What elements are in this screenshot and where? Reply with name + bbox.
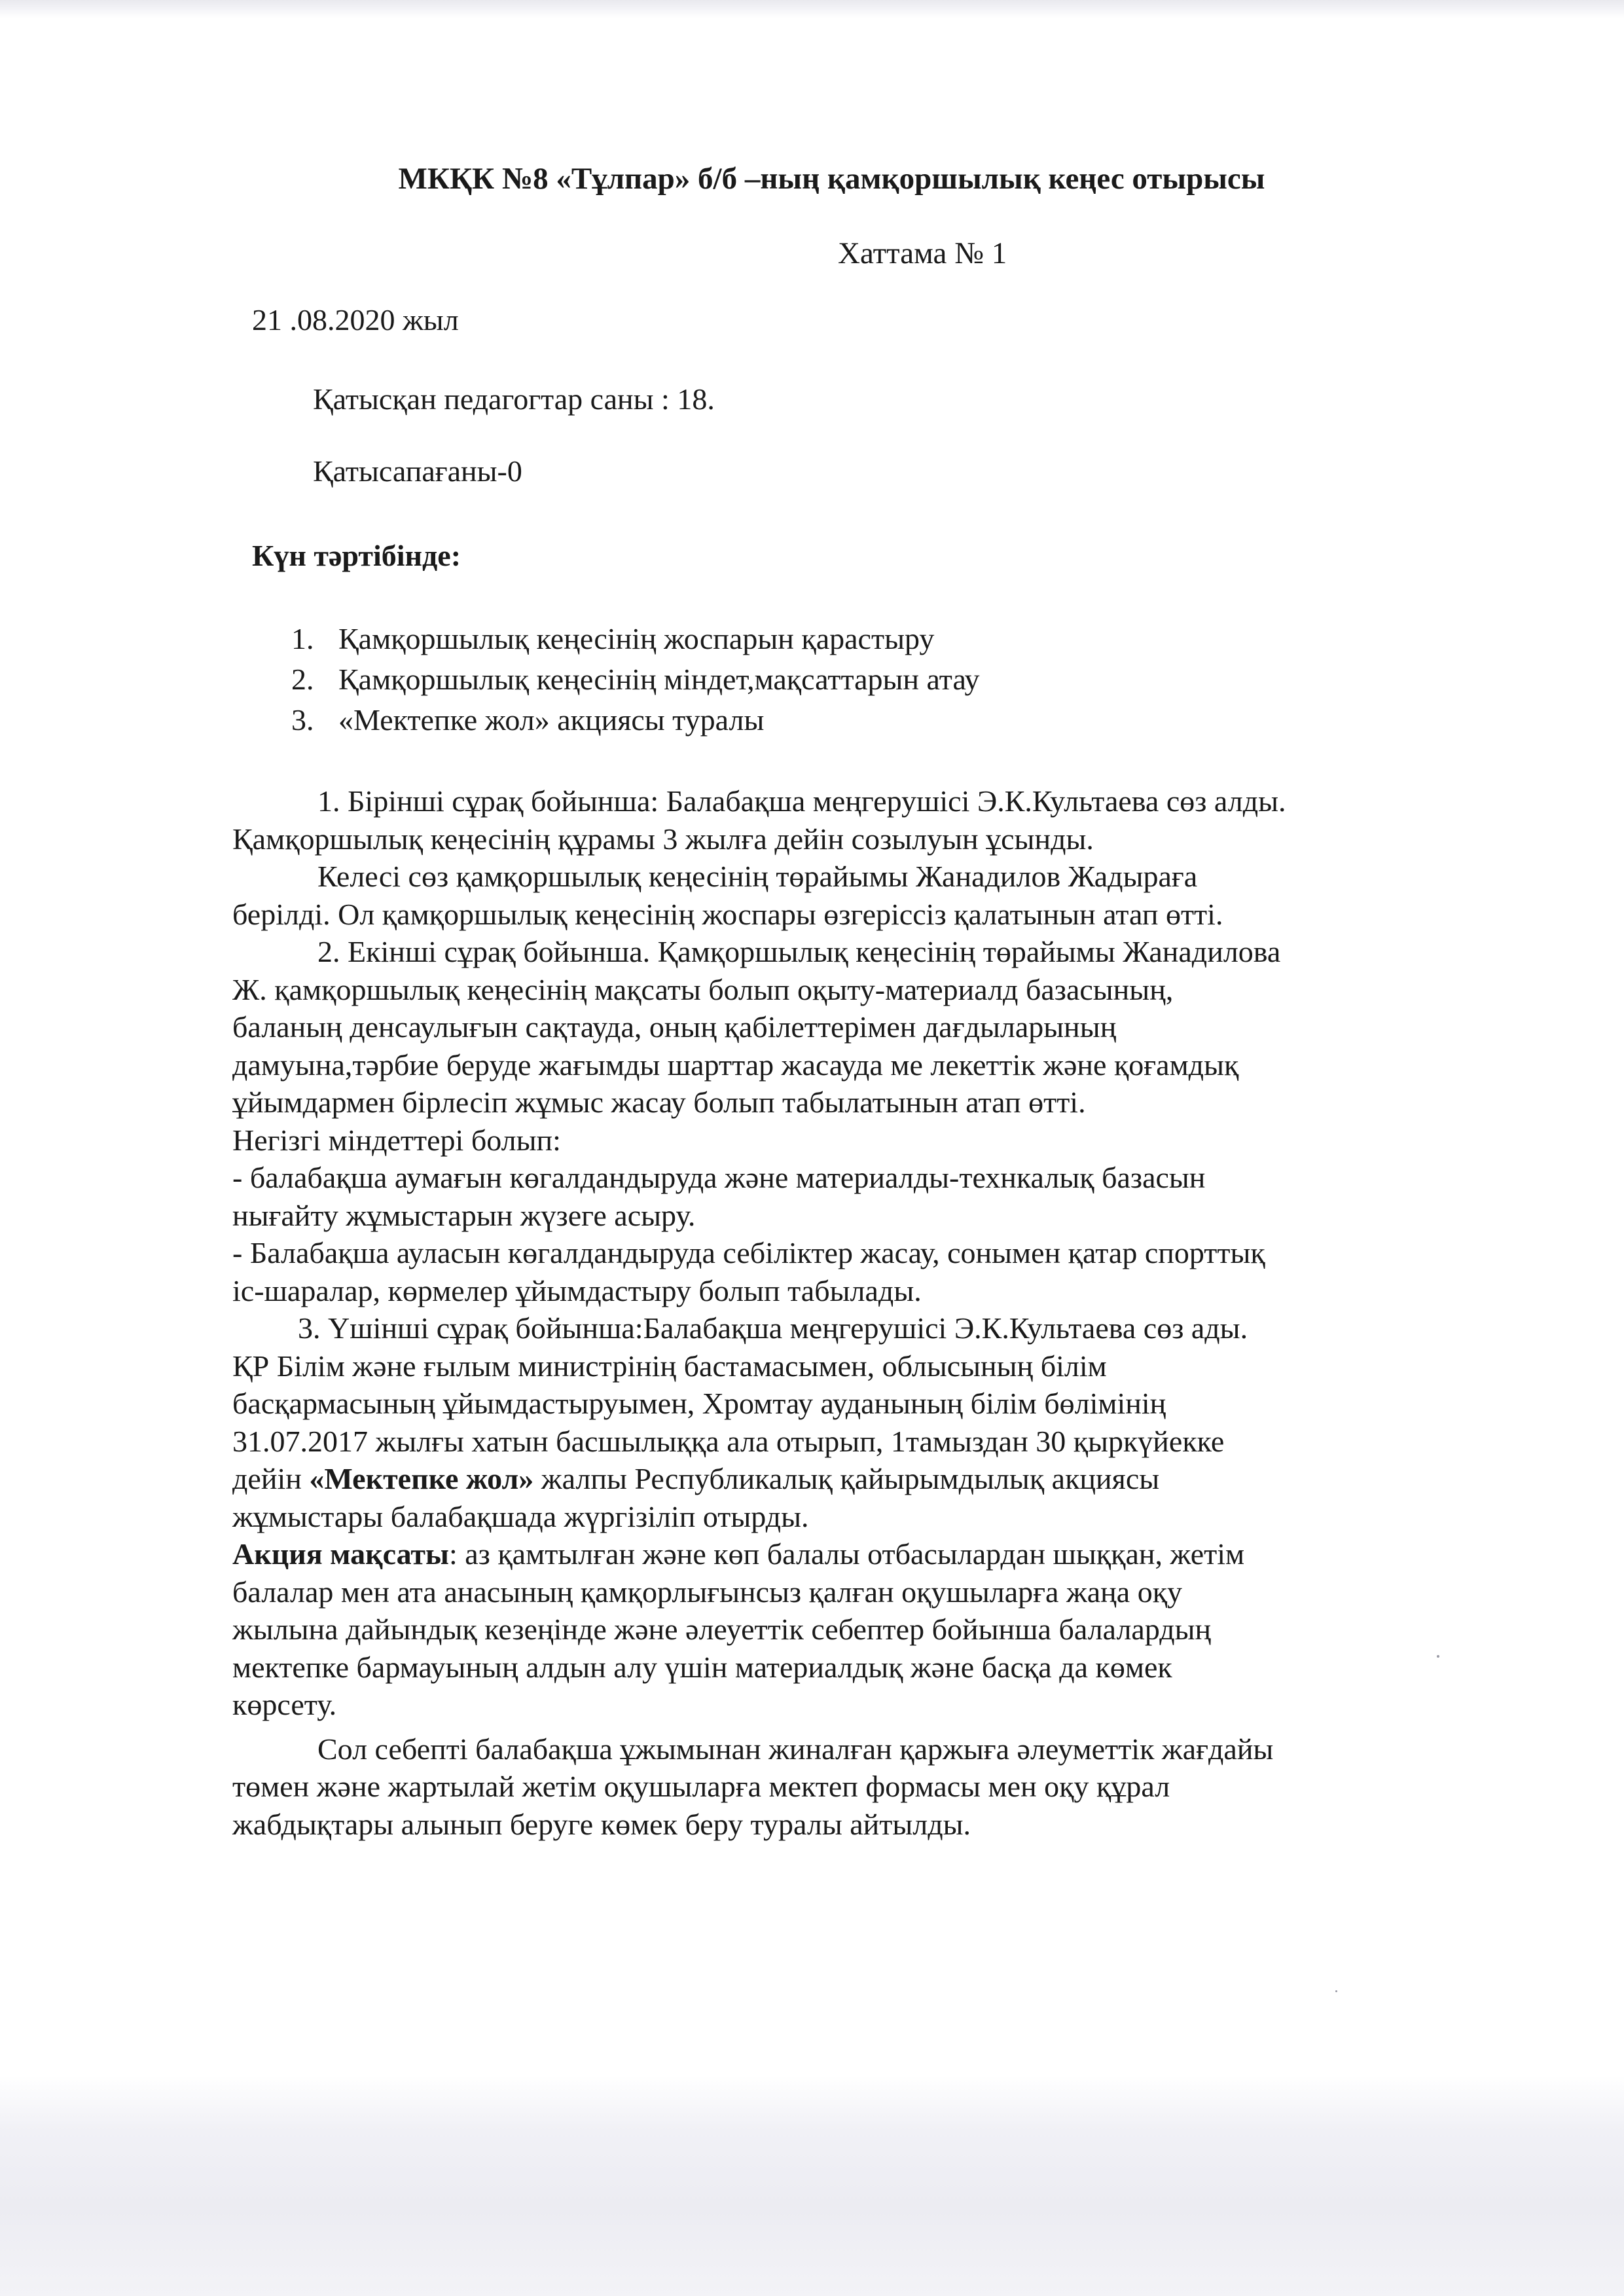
body-text: : аз қамтылған және көп балалы отбасылардан шыққан, жетім bbox=[448, 1537, 1245, 1571]
body-line: ұйымдармен бірлесіп жұмыс жасау болып табылатынын атап өтті. bbox=[232, 1085, 1086, 1119]
paragraph-gap bbox=[232, 1724, 1476, 1730]
scan-speck bbox=[1335, 1990, 1337, 1992]
body-line: - Балабақша ауласын көгалдандыруда себіліктер жасау, сонымен қатар спорттық bbox=[232, 1236, 1265, 1269]
body-line: - балабақша аумағын көгалдандыруда және материалды-технкалық базасын bbox=[232, 1161, 1206, 1194]
scan-edge-top bbox=[0, 0, 1624, 18]
body-line: Сол себепті балабақша ұжымынан жиналған қаржыға әлеуметтік жағдайы bbox=[317, 1732, 1274, 1766]
body-line: жабдықтары алынып беруге көмек беру туралы айтылды. bbox=[232, 1807, 971, 1841]
agenda-item bbox=[291, 700, 980, 740]
body-line: іс-шаралар, көрмелер ұйымдастыру болып табылады. bbox=[232, 1273, 922, 1307]
meeting-date: 21 .08.2020 жыл bbox=[252, 303, 459, 337]
body-line: 2. Екінші сұрақ бойынша. Қамқоршылық кеңесінің төрайымы Жанадилова bbox=[317, 935, 1281, 968]
body-line: төмен және жартылай жетім оқушыларға мектеп формасы мен оқу құрал bbox=[232, 1770, 1170, 1803]
body-line: баланың денсаулығын сақтауда, оның қабілеттерімен дағдыларының bbox=[232, 1010, 1117, 1044]
body-line: Келесі сөз қамқоршылық кеңесінің төрайымы Жанадилов Жадыраға bbox=[317, 860, 1198, 893]
body-line: Негізгі міндеттері болып: bbox=[232, 1123, 561, 1157]
body-line: көрсету. bbox=[232, 1688, 337, 1721]
agenda-list bbox=[291, 619, 980, 740]
body-line: 1. Бірінші сұрақ бойынша: Балабақша меңгерушісі Э.К.Культаева сөз алды. bbox=[317, 784, 1286, 818]
body-line: 3. Үшінші сұрақ бойынша:Балабақша меңгерушісі Э.К.Культаева сөз ады. bbox=[298, 1311, 1248, 1345]
agenda-item-number: 2. bbox=[291, 663, 314, 696]
body-line: Қамқоршылық кеңесінің құрамы 3 жылға дейін созылуын ұсынды. bbox=[232, 822, 1094, 856]
body-line: 31.07.2017 жылғы хатын басшылыққа ала отырып, 1тамыздан 30 қыркүйекке bbox=[232, 1424, 1225, 1458]
body-line bbox=[232, 1460, 1476, 1498]
body-line: балалар мен ата анасының қамқорлығынсыз қалған оқушыларға жаңа оқу bbox=[232, 1575, 1183, 1609]
agenda-item-text: Қамқоршылық кеңесінің жоспарын қарастыру bbox=[338, 622, 935, 655]
body-line bbox=[232, 1535, 1476, 1573]
body-line: ҚР Білім және ғылым министрінің бастамасымен, облысының білім bbox=[232, 1349, 1107, 1383]
campaign-goal-label: Акция мақсаты bbox=[232, 1537, 449, 1571]
agenda-item bbox=[291, 619, 980, 659]
campaign-name: «Мектепке жол» bbox=[309, 1462, 534, 1495]
agenda-item-number: 1. bbox=[291, 622, 314, 655]
agenda-item-text: «Мектепке жол» акциясы туралы bbox=[338, 703, 765, 737]
absent-count: Қатысапағаны-0 bbox=[313, 454, 522, 488]
body-line: басқармасының ұйымдастыруымен, Хромтау ауданының білім бөлімінің bbox=[232, 1387, 1166, 1420]
agenda-item bbox=[291, 659, 980, 700]
body-text: дейін bbox=[232, 1462, 310, 1495]
agenda-heading: Күн тәртібінде: bbox=[252, 539, 461, 572]
body-text: жалпы Республикалық қайырымдылық акциясы bbox=[533, 1462, 1160, 1495]
body-line: мектепке бармауының алдын алу үшін материалдық және басқа да көмек bbox=[232, 1650, 1172, 1684]
agenda-item-text: Қамқоршылық кеңесінің міндет,мақсаттарын атау bbox=[338, 663, 980, 696]
body-line: дамуына,тәрбие беруде жағымды шарттар жасауда ме лекеттік және қоғамдық bbox=[232, 1048, 1239, 1082]
body-line: Ж. қамқоршылық кеңесінің мақсаты болып оқыту-материалд базасының, bbox=[232, 972, 1174, 1006]
agenda-item-number: 3. bbox=[291, 703, 314, 737]
scan-edge-bottom bbox=[0, 2075, 1624, 2296]
minutes-body bbox=[232, 782, 1476, 1843]
present-count: Қатысқан педагогтар саны : 18. bbox=[313, 382, 715, 416]
body-line: берілді. Ол қамқоршылық кеңесінің жоспары өзгерiссіз қалатынын атап өтті. bbox=[232, 897, 1223, 931]
protocol-number: Хаттама № 1 bbox=[838, 236, 1007, 270]
body-line: нығайту жұмыстарын жүзеге асыру. bbox=[232, 1198, 696, 1232]
body-line: жылына дайындық кезеңінде және әлеуеттік себептер бойынша балалардың bbox=[232, 1613, 1212, 1646]
body-line: жұмыстары балабақшада жүргізіліп отырды. bbox=[232, 1499, 809, 1533]
document-title: МКҚК №8 «Тұлпар» б/б –ның қамқоршылық кеңес отырысы bbox=[398, 162, 1265, 196]
